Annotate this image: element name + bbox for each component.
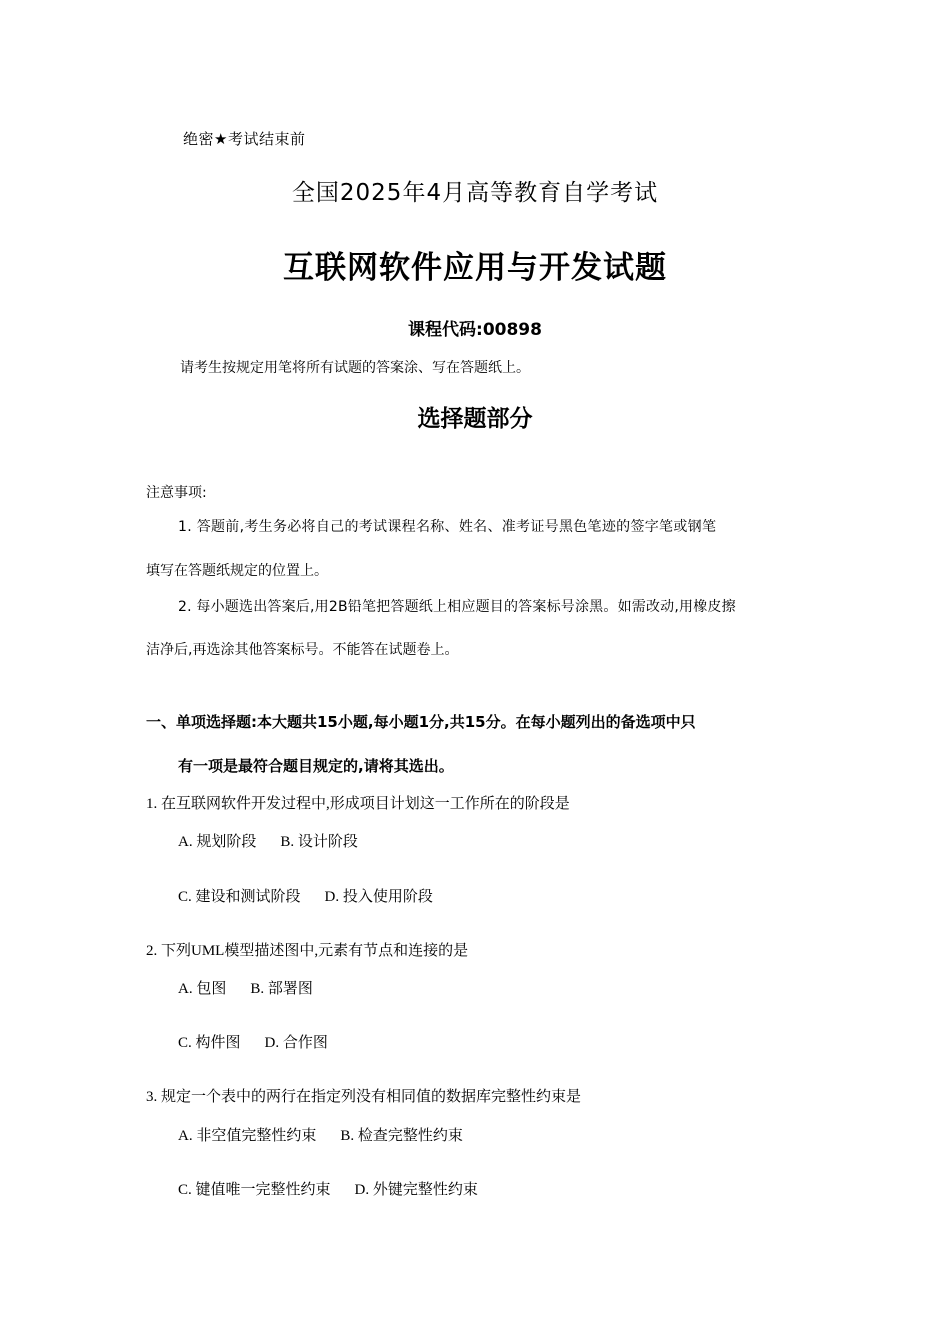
question-3-options-ab (178, 1124, 463, 1145)
option-a: A. 非空值完整性约束 (178, 1128, 317, 1144)
option-b: B. 设计阶段 (280, 834, 358, 850)
course-code: 课程代码:00898 (408, 320, 542, 340)
question-3-options-cd (178, 1178, 478, 1199)
notice-item-1-line-1: 1. 答题前,考生务必将自己的考试课程名称、姓名、准考证号黑色笔迹的签字笔或钢笔 (178, 519, 717, 535)
question-1-stem: 1. 在互联网软件开发过程中,形成项目计划这一工作所在的阶段是 (146, 796, 570, 812)
option-c: C. 构件图 (178, 1035, 241, 1051)
instruction: 请考生按规定用笔将所有试题的答案涂、写在答题纸上。 (180, 360, 530, 376)
option-d: D. 投入使用阶段 (324, 889, 433, 905)
option-d: D. 合作图 (264, 1035, 328, 1051)
question-1-options-ab (178, 830, 358, 851)
question-2-stem: 2. 下列UML模型描述图中,元素有节点和连接的是 (146, 943, 469, 959)
option-a: A. 包图 (178, 981, 227, 997)
question-1-options-cd (178, 885, 433, 906)
question-3-stem: 3. 规定一个表中的两行在指定列没有相同值的数据库完整性约束是 (146, 1089, 582, 1105)
subject-title: 互联网软件应用与开发试题 (283, 250, 667, 286)
section-title: 选择题部分 (417, 406, 533, 432)
notice-item-1-line-2: 填写在答题纸规定的位置上。 (146, 563, 328, 579)
notice-item-2-line-1: 2. 每小题选出答案后,用2B铅笔把答题纸上相应题目的答案标号涂黑。如需改动,用橡皮擦 (178, 599, 736, 615)
secret-mark: 绝密★考试结束前 (183, 130, 306, 148)
part-one-heading-line-1: 一、单项选择题:本大题共15小题,每小题1分,共15分。在每小题列出的备选项中只 (146, 713, 696, 731)
option-c: C. 键值唯一完整性约束 (178, 1182, 331, 1198)
option-a: A. 规划阶段 (178, 834, 257, 850)
option-b: B. 检查完整性约束 (340, 1128, 463, 1144)
notice-item-2-line-2: 洁净后,再选涂其他答案标号。不能答在试题卷上。 (146, 642, 459, 658)
question-2-options-cd (178, 1031, 328, 1052)
option-c: C. 建设和测试阶段 (178, 889, 301, 905)
part-one-heading-line-2: 有一项是最符合题目规定的,请将其选出。 (178, 757, 454, 775)
question-2-options-ab (178, 977, 313, 998)
option-b: B. 部署图 (250, 981, 313, 997)
option-d: D. 外键完整性约束 (354, 1182, 478, 1198)
exam-title: 全国2025年4月高等教育自学考试 (291, 180, 659, 206)
notice-heading: 注意事项: (146, 485, 207, 501)
